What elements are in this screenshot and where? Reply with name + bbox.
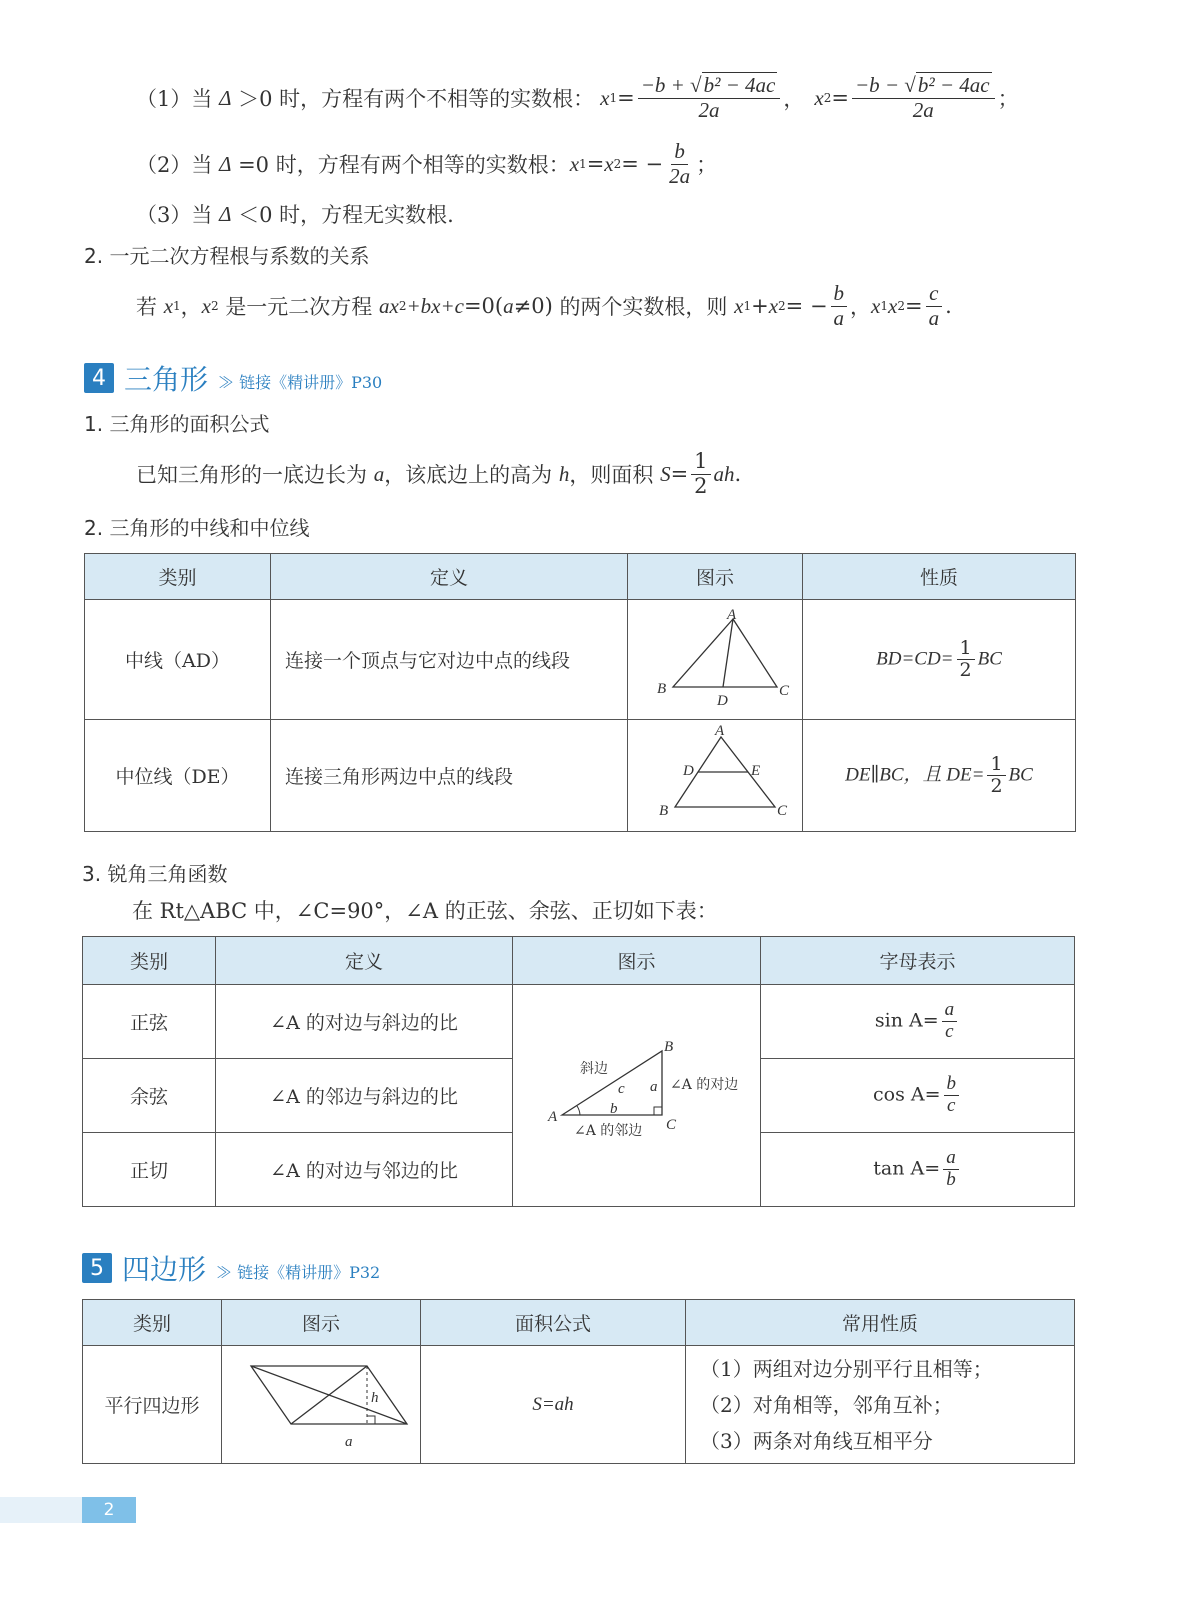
svg-text:C: C	[665, 1117, 676, 1133]
median-heading: 2. 三角形的中线和中位线	[84, 516, 310, 540]
roots-case-3: （3）当 Δ ＜0 时，方程无实数根.	[136, 201, 454, 227]
property-line: （1）两组对边分别平行且相等；	[700, 1356, 993, 1381]
hypotenuse-label: 斜边	[579, 1061, 608, 1077]
opposite-label: ∠A 的对边	[669, 1077, 738, 1093]
svg-text:D: D	[717, 693, 728, 707]
table-cell-definition: 连接三角形两边中点的线段	[271, 720, 628, 832]
root-formula-plus: $\frac{\text{−b + √b² − 4ac}}{2a}$	[638, 74, 781, 121]
svg-text:A: A	[547, 1109, 557, 1125]
svg-text:A: A	[715, 723, 725, 739]
svg-text:h: h	[371, 1390, 379, 1406]
col-header: 面积公式	[421, 1300, 686, 1346]
page-number: 2	[82, 1497, 136, 1523]
delta-symbol: Δ	[219, 85, 232, 110]
col-header: 类别	[83, 1300, 222, 1346]
midline-diagram	[628, 720, 803, 832]
svg-text:E: E	[751, 763, 761, 779]
table-cell-formula: cos A= $\frac{b}{c}$	[761, 1059, 1075, 1133]
section-title: 三角形	[124, 363, 209, 396]
vieta-sum: $\frac{b}{a}$	[831, 282, 848, 329]
svg-text:a: a	[649, 1079, 657, 1095]
parallelogram-diagram	[222, 1346, 421, 1464]
area-heading: 1. 三角形的面积公式	[84, 412, 270, 436]
col-header: 图示	[628, 554, 803, 600]
vieta-product: $\frac{c}{a}$	[926, 282, 943, 329]
table-cell-property: DE∥BC，且 DE= $\frac{1}{2}$ BC	[803, 720, 1076, 832]
table-cell-formula: S=ah	[421, 1346, 686, 1464]
section-link[interactable]: ≫ 链接《精讲册》P30	[218, 372, 383, 392]
svg-text:b: b	[609, 1101, 617, 1117]
svg-text:C: C	[777, 803, 788, 819]
section-4-header	[84, 358, 382, 398]
table-cell-category: 平行四边形	[83, 1346, 222, 1464]
trig-heading: 3. 锐角三角函数	[82, 862, 228, 886]
section-link[interactable]: ≫ 链接《精讲册》P32	[216, 1262, 381, 1282]
median-diagram	[628, 600, 803, 720]
table-cell-category: 中位线（DE）	[85, 720, 271, 832]
svg-text:D: D	[683, 763, 694, 779]
svg-text:a: a	[345, 1434, 353, 1450]
table-cell-category: 中线（AD）	[85, 600, 271, 720]
svg-text:B: B	[663, 1039, 673, 1055]
section-5-header	[82, 1248, 380, 1288]
roots-case-1: （1）当 Δ ＞0 时，方程有两个不相等的实数根： x 1 = $\frac{\text{−b + √b² − 4ac}}{2a}$ ， x 2 = $\frac{\text{−b − √b² − 4ac}}{2a}$ ；	[136, 73, 1019, 122]
table-cell-category: 正切	[83, 1133, 216, 1207]
root-formula-minus: $\frac{\text{−b − √b² − 4ac}}{2a}$	[852, 74, 995, 121]
table-cell-category: 余弦	[83, 1059, 216, 1133]
quadrilateral-table	[82, 1299, 1075, 1464]
trig-intro: 在 Rt△ABC 中，∠C=90°，∠A 的正弦、余弦、正切如下表：	[132, 899, 718, 923]
vieta-heading: 2. 一元二次方程根与系数的关系	[84, 244, 370, 268]
section-number: 4	[84, 363, 114, 393]
svg-text:A: A	[727, 607, 737, 623]
page-footer-bar	[0, 1497, 82, 1523]
area-statement: 已知三角形的一底边长为 a ，该底边上的高为 h ，则面积 S = $\frac{1}{2}$ ah .	[136, 449, 742, 498]
svg-text:C: C	[779, 683, 790, 699]
adjacent-label: ∠A 的邻边	[573, 1123, 642, 1139]
col-header: 类别	[83, 937, 216, 985]
col-header: 定义	[271, 554, 628, 600]
table-cell-property: BD=CD= $\frac{1}{2}$ BC	[803, 600, 1076, 720]
col-header: 性质	[803, 554, 1076, 600]
table-cell-formula: tan A= $\frac{a}{b}$	[761, 1133, 1075, 1207]
col-header: 常用性质	[686, 1300, 1075, 1346]
double-root-formula: $\frac{b}{2a}$	[669, 139, 691, 188]
svg-text:c: c	[617, 1081, 625, 1097]
table-cell-definition: 连接一个顶点与它对边中点的线段	[271, 600, 628, 720]
table-cell-definition: ∠A 的对边与邻边的比	[216, 1133, 513, 1207]
trig-table	[82, 936, 1075, 1207]
section-title: 四边形	[122, 1253, 207, 1286]
section-number: 5	[82, 1253, 112, 1283]
right-triangle-diagram	[513, 985, 761, 1207]
table-cell-formula: sin A= $\frac{a}{c}$	[761, 985, 1075, 1059]
svg-text:B: B	[659, 803, 669, 819]
roots-case-2: （2）当 Δ =0 时，方程有两个相等的实数根： x 1 = x 2 = − $\frac{b}{2a}$ ；	[136, 139, 718, 188]
svg-text:B: B	[657, 681, 667, 697]
table-cell-definition: ∠A 的对边与斜边的比	[216, 985, 513, 1059]
table-cell-definition: ∠A 的邻边与斜边的比	[216, 1059, 513, 1133]
half-fraction: $\frac{1}{2}$	[691, 450, 710, 497]
col-header: 定义	[216, 937, 513, 985]
table-cell-category: 正弦	[83, 985, 216, 1059]
col-header: 类别	[85, 554, 271, 600]
median-table	[84, 553, 1076, 832]
property-line: （3）两条对角线互相平分	[700, 1428, 933, 1453]
property-line: （2）对角相等，邻角互补；	[700, 1392, 953, 1417]
vieta-statement: 若 x 1 ， x 2 是一元二次方程 ax 2 +bx+c =0( a ≠0) 的两个实数根，则 x 1 + x 2 = − $\frac{b}{a}$ ， x 1 x 2 = $\frac{c}{a}$ .	[136, 281, 952, 330]
col-header: 图示	[222, 1300, 421, 1346]
col-header: 字母表示	[761, 937, 1075, 985]
table-cell-properties	[686, 1346, 1075, 1464]
col-header: 图示	[513, 937, 761, 985]
